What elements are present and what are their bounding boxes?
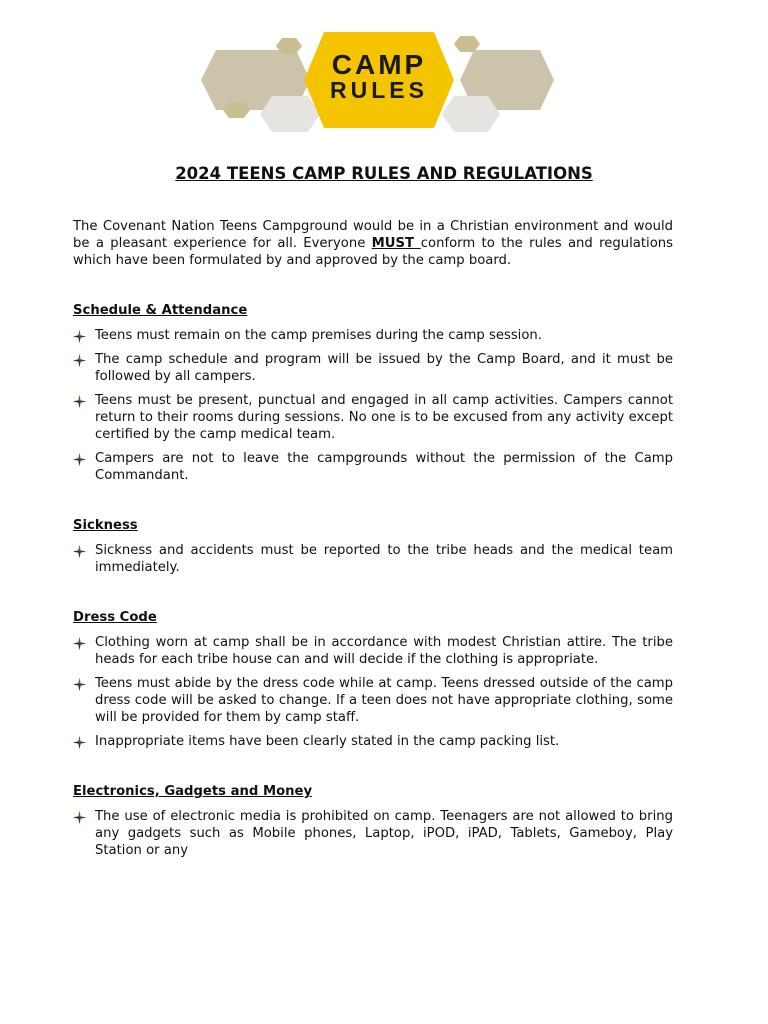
section-heading: Schedule & Attendance [73,303,248,318]
intro-emphasis: MUST [371,236,421,251]
rule-text: The camp schedule and program will be issued by the Camp Board, and it must be followed by all campers. [95,352,673,384]
rule-item [73,733,673,750]
rule-item [73,675,673,726]
bullet-icon [73,811,86,824]
rule-item [73,351,673,385]
bullet-icon [73,453,86,466]
logo-text-rules: RULES [330,77,428,103]
intro-text-after: conform to the rules and regulations which have been formulated by and approved by the camp board. [73,236,673,268]
rule-list [73,327,673,484]
bullet-icon [73,678,86,691]
rule-text: Inappropriate items have been clearly stated in the camp packing list. [95,734,560,749]
rule-text: Teens must abide by the dress code while at camp. Teens dressed outside of the camp dress code will be asked to change. If a teen does not have appropriate clothing, some will be provided for them by camp staff. [95,676,673,725]
bullet-icon [73,736,86,749]
rule-item [73,808,673,859]
section-electronics [73,783,673,859]
bullet-icon [73,395,86,408]
rule-text: Teens must be present, punctual and engaged in all camp activities. Campers cannot return to their rooms during sessions. No one is to be excused from any activity except certified by the camp medical team. [95,393,673,442]
rule-item [73,392,673,443]
section-sickness [73,517,673,576]
section-heading: Electronics, Gadgets and Money [73,784,313,799]
logo-text-camp: CAMP [331,49,427,80]
section-dress-code [73,609,673,750]
bullet-icon [73,637,86,650]
intro-paragraph [73,218,673,269]
rule-list [73,808,673,859]
bullet-icon [73,330,86,343]
bullet-icon [73,354,86,367]
intro-text-before: The Covenant Nation Teens Campground would be in a Christian environment and would be a pleasant experience for all. Everyone [73,219,673,251]
rule-item [73,634,673,668]
section-schedule-attendance [73,302,673,484]
document-title: 2024 TEENS CAMP RULES AND REGULATIONS [175,164,593,183]
rule-item [73,327,673,344]
rule-text: Sickness and accidents must be reported to the tribe heads and the medical team immediately. [95,543,673,575]
rule-list [73,634,673,750]
bullet-icon [73,545,86,558]
rule-text: The use of electronic media is prohibited on camp. Teenagers are not allowed to bring any gadgets such as Mobile phones, Laptop, iPOD, iPAD, Tablets, Gameboy, Play Station or any [95,809,673,858]
rule-item [73,450,673,484]
camp-rules-logo [196,28,568,136]
document-body [73,218,673,859]
rule-item [73,542,673,576]
section-heading: Dress Code [73,610,157,625]
rule-list [73,542,673,576]
rule-text: Campers are not to leave the campgrounds without the permission of the Camp Commandant. [95,451,673,483]
rule-text: Teens must remain on the camp premises during the camp session. [95,328,542,343]
section-heading: Sickness [73,518,138,533]
rule-text: Clothing worn at camp shall be in accordance with modest Christian attire. The tribe heads for each tribe house can and will decide if the clothing is appropriate. [95,635,673,667]
